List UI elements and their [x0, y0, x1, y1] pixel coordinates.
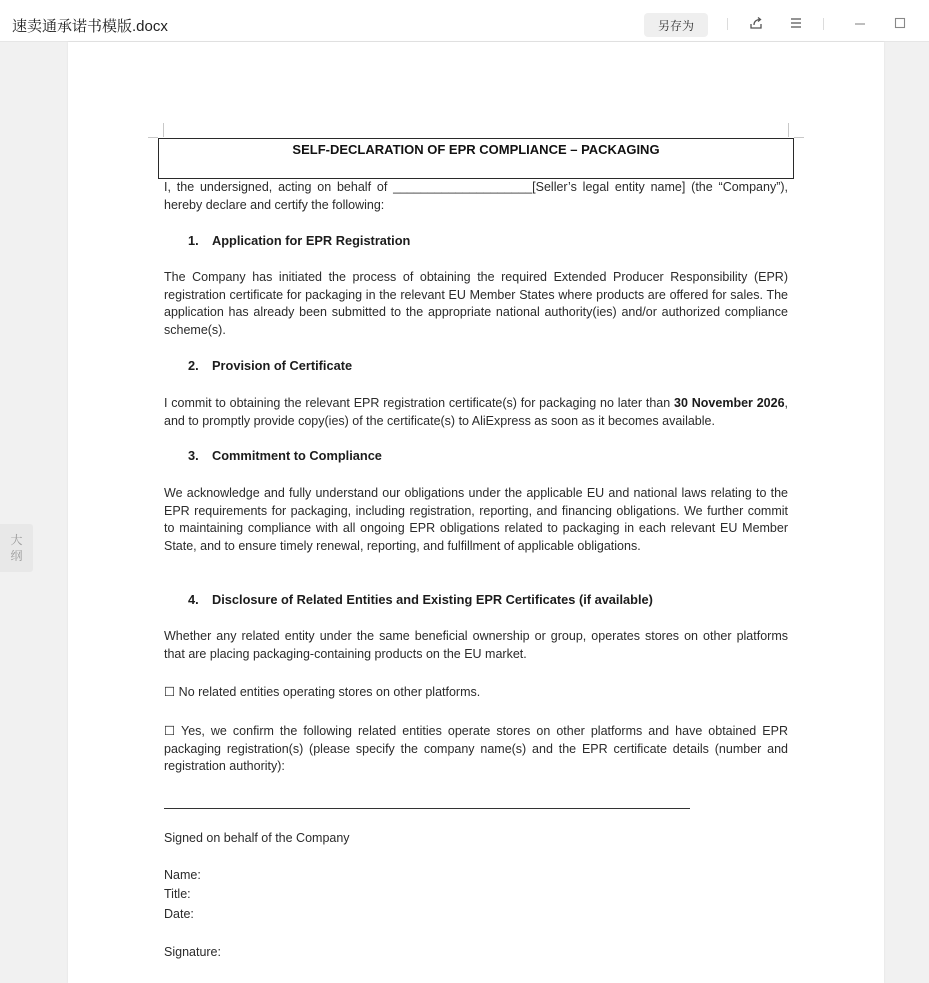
signed-on-behalf: Signed on behalf of the Company [164, 831, 350, 845]
minimize-icon[interactable] [852, 15, 868, 31]
signature-label: Signature: [164, 945, 221, 959]
section-heading [188, 592, 653, 607]
margin-marker [148, 137, 158, 138]
toolbar-divider [823, 18, 824, 30]
section-heading-text: Disclosure of Related Entities and Existing EPR Certificates (if available) [212, 592, 653, 607]
option-no-related: ☐ No related entities operating stores on other platforms. [164, 685, 481, 699]
section-heading [188, 358, 352, 373]
section-number: 2. [188, 358, 199, 373]
outline-label-char: 大 [10, 533, 23, 547]
section-heading [188, 448, 382, 463]
outline-toggle[interactable] [0, 524, 33, 572]
margin-marker [163, 123, 164, 137]
section-heading [188, 233, 410, 248]
date-label: Date: [164, 907, 194, 921]
deadline-date: 30 November 2026 [674, 396, 785, 410]
section-number: 1. [188, 233, 199, 248]
section-body: Whether any related entity under the same beneficial ownership or group, operates stores on other platforms that are placing packaging-containing products on the EU market. [164, 629, 788, 661]
name-label: Name: [164, 868, 201, 882]
body-text: , and to promptly provide copy(ies) of the certificate(s) to AliExpress as soon as it becomes available. [164, 396, 789, 428]
section-number: 4. [188, 592, 199, 607]
title-label: Title: [164, 887, 191, 901]
title-bar [0, 0, 929, 42]
declaration-title: SELF-DECLARATION OF EPR COMPLIANCE – PACKAGING [292, 142, 660, 157]
document-title: 速卖通承诺书模版.docx [12, 18, 168, 35]
margin-marker [788, 123, 789, 137]
margin-marker [794, 137, 804, 138]
section-body: We acknowledge and fully understand our obligations under the applicable EU and national laws relating to the EPR requirements for packaging, including registration, reporting, and financing obligations. We further commit to maintaining compliance with all ongoing EPR obligations related to packaging in each relevant EU Member State, and to ensure timely renewal, reporting, and fulfillment of applicable obligations. [164, 486, 788, 553]
fill-in-line [164, 808, 690, 809]
section-body [164, 395, 788, 430]
intro-paragraph: I, the undersigned, acting on behalf of ____________________[Seller’s legal entity name] (the “Company”), hereby declare and certify the following: [164, 180, 788, 212]
toolbar-divider [727, 18, 728, 30]
share-icon[interactable] [748, 15, 764, 31]
section-body: The Company has initiated the process of obtaining the required Extended Producer Responsibility (EPR) registration certificate for packaging in the relevant EU Member States where products are offered for sales. The application has already been submitted to the appropriate national authority(ies) and/or authorized compliance scheme(s). [164, 270, 788, 337]
body-text: I commit to obtaining the relevant EPR registration certificate(s) for packaging no later than [164, 396, 675, 410]
outline-label-char: 纲 [10, 549, 23, 563]
save-as-button[interactable]: 另存为 [644, 13, 708, 37]
option-yes-related: ☐ Yes, we confirm the following related entities operate stores on other platforms and have obtained EPR packaging registration(s) (please specify the company name(s) and the EPR certificate details (number and registration authority): [164, 724, 788, 773]
menu-icon[interactable] [788, 15, 804, 31]
section-heading-text: Application for EPR Registration [212, 233, 411, 248]
maximize-icon[interactable] [892, 15, 908, 31]
section-heading-text: Commitment to Compliance [212, 448, 382, 463]
section-heading-text: Provision of Certificate [212, 358, 353, 373]
section-number: 3. [188, 448, 199, 463]
